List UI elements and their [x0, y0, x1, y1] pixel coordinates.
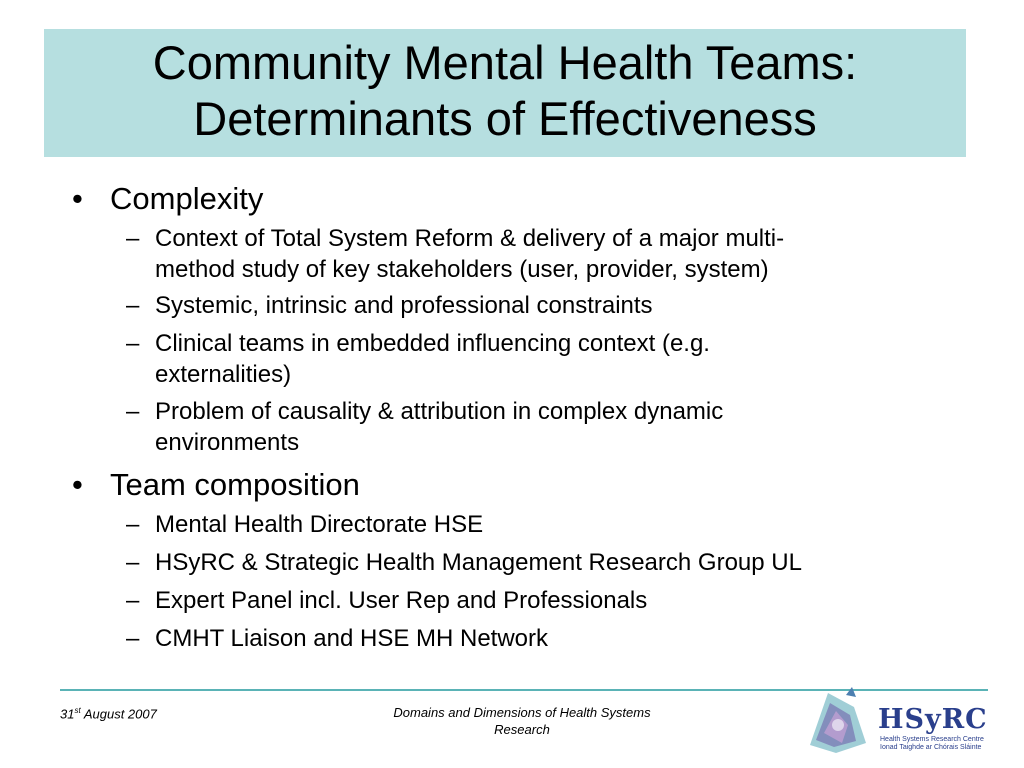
sub-bullet-text: externalities): [155, 361, 292, 388]
dash-marker: –: [126, 292, 140, 319]
title-banner: [44, 29, 966, 157]
sub-bullet: [126, 396, 925, 458]
bullet-marker: •: [72, 181, 83, 216]
logo-wordmark: HSyRC: [878, 704, 988, 735]
bullet-heading: Team composition: [110, 467, 360, 502]
sub-bullet-text: Problem of causality & attribution in complex dynamic: [155, 398, 724, 425]
bullet-team-composition: [72, 467, 360, 503]
dash-marker: –: [126, 398, 140, 425]
slide-title: [44, 35, 966, 147]
sub-bullet-text: Clinical teams in embedded influencing context (e.g.: [155, 330, 710, 357]
sub-bullet: [126, 328, 925, 390]
sub-bullet-text: Expert Panel incl. User Rep and Professionals: [155, 587, 648, 614]
sub-bullet: [126, 623, 925, 654]
footer-caption: Domains and Dimensions of Health Systems Research: [393, 705, 651, 737]
dash-marker: –: [126, 549, 140, 576]
sub-bullet: [126, 585, 925, 616]
footer-date: 31st August 2007: [60, 706, 157, 722]
sub-bullet-text: method study of key stakeholders (user, provider, system): [155, 256, 769, 283]
sub-bullet-text: environments: [155, 429, 300, 456]
sub-bullet-text: Mental Health Directorate HSE: [155, 511, 484, 538]
dash-marker: –: [126, 225, 140, 252]
logo-subtitle: Health Systems Research Centre Ionad Taighde ar Chórais Sláinte: [880, 736, 984, 751]
dash-marker: –: [126, 587, 140, 614]
sub-bullet: [126, 290, 925, 321]
title-line-2: Determinants of Effectiveness: [193, 92, 817, 145]
dash-marker: –: [126, 625, 140, 652]
bullet-complexity: [72, 181, 263, 217]
sub-bullet-text: CMHT Liaison and HSE MH Network: [155, 625, 549, 652]
dash-marker: –: [126, 511, 140, 538]
sub-bullet-text: Context of Total System Reform & delivery of a major multi-: [155, 225, 785, 252]
sub-bullet-text: HSyRC & Strategic Health Management Research Group UL: [155, 549, 802, 576]
sub-bullet: [126, 223, 925, 285]
bullet-heading: Complexity: [110, 181, 264, 216]
sub-bullet: [126, 547, 925, 578]
dash-marker: –: [126, 330, 140, 357]
sub-bullet-text: Systemic, intrinsic and professional constraints: [155, 292, 653, 319]
sub-bullet: [126, 509, 925, 540]
bullet-marker: •: [72, 467, 83, 502]
title-line-1: Community Mental Health Teams:: [152, 36, 858, 89]
